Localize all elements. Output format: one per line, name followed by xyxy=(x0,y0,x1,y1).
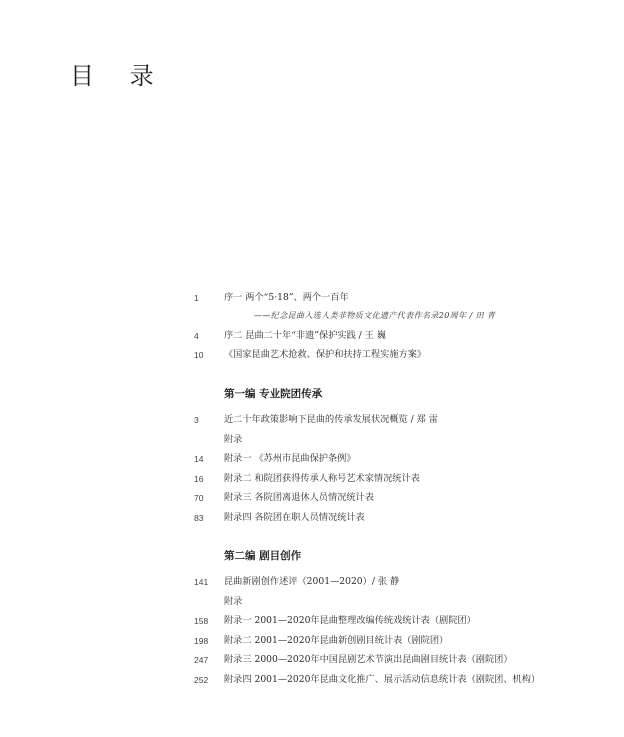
toc-entry xyxy=(0,289,624,307)
toc-entry xyxy=(0,450,624,468)
section-heading xyxy=(0,547,624,565)
toc-entry xyxy=(0,411,624,429)
appendix-label-text: 附录 xyxy=(224,596,243,607)
toc-entry-subtitle-text: ——纪念昆曲入选人类非物质文化遗产代表作名录20周年 / 田 青 xyxy=(254,311,496,320)
appendix-label xyxy=(0,593,624,611)
section-heading-text: 第一编 专业院团传承 xyxy=(224,388,323,400)
toc-page-number: 252 xyxy=(194,675,209,685)
toc-entry-title: 附录二 2001—2020年昆曲新创剧目统计表（剧院团） xyxy=(224,635,449,646)
toc-page-number: 158 xyxy=(194,616,209,626)
toc-page-number: 83 xyxy=(194,513,204,523)
toc-entry-title: 附录四 各院团在职人员情况统计表 xyxy=(224,512,365,523)
toc-entry-title: 序二 昆曲二十年“非遗”保护实践 / 王 巍 xyxy=(224,330,386,341)
toc-entry-title: 附录三 各院团离退休人员情况统计表 xyxy=(224,492,374,503)
toc-entry xyxy=(0,470,624,488)
section-heading xyxy=(0,385,624,403)
toc-page-number: 247 xyxy=(194,655,209,665)
toc-page-number: 141 xyxy=(194,577,209,587)
page-title: 目 录 xyxy=(70,62,168,90)
toc-entry xyxy=(0,651,624,669)
toc-entry-title: 昆曲新剧创作述评（2001—2020）/ 张 静 xyxy=(224,576,400,587)
toc-page-number: 198 xyxy=(194,636,209,646)
toc-entry-title: 附录一 《苏州市昆曲保护条例》 xyxy=(224,453,356,464)
toc-page-number: 4 xyxy=(194,331,199,341)
toc-entry-title: 附录一 2001—2020年昆曲整理改编传统戏统计表（剧院团） xyxy=(224,615,476,626)
toc-page-number: 10 xyxy=(194,350,204,360)
toc-page-number: 1 xyxy=(194,293,199,303)
toc-entry-subtitle xyxy=(0,307,624,325)
toc-entry xyxy=(0,573,624,591)
toc-page-number: 14 xyxy=(194,454,204,464)
toc-entry xyxy=(0,632,624,650)
toc-entry xyxy=(0,612,624,630)
toc-page-number: 70 xyxy=(194,493,204,503)
appendix-label xyxy=(0,431,624,449)
toc-entry xyxy=(0,346,624,364)
toc-page-number: 3 xyxy=(194,415,199,425)
toc-page-number: 16 xyxy=(194,474,204,484)
toc-entry-title: 附录四 2001—2020年昆曲文化推广、展示活动信息统计表（剧院团、机构） xyxy=(224,674,541,685)
toc-entry xyxy=(0,509,624,527)
toc-entry-title: 序一 两个“5·18”、两个一百年 xyxy=(224,292,349,303)
toc-entry-title: 附录三 2000—2020年中国昆剧艺术节演出昆曲剧目统计表（剧院团） xyxy=(224,654,513,665)
appendix-label-text: 附录 xyxy=(224,434,243,445)
toc-entry-title: 《国家昆曲艺术抢救、保护和扶持工程实施方案》 xyxy=(224,349,427,360)
toc-entry xyxy=(0,327,624,345)
toc-entry xyxy=(0,489,624,507)
toc-entry-title: 附录二 和院团获得传承人称号艺术家情况统计表 xyxy=(224,473,420,484)
toc-entry-title: 近二十年政策影响下昆曲的传承发展状况概览 / 郑 雷 xyxy=(224,414,438,425)
section-heading-text: 第二编 剧目创作 xyxy=(224,550,302,562)
toc-entry xyxy=(0,671,624,689)
